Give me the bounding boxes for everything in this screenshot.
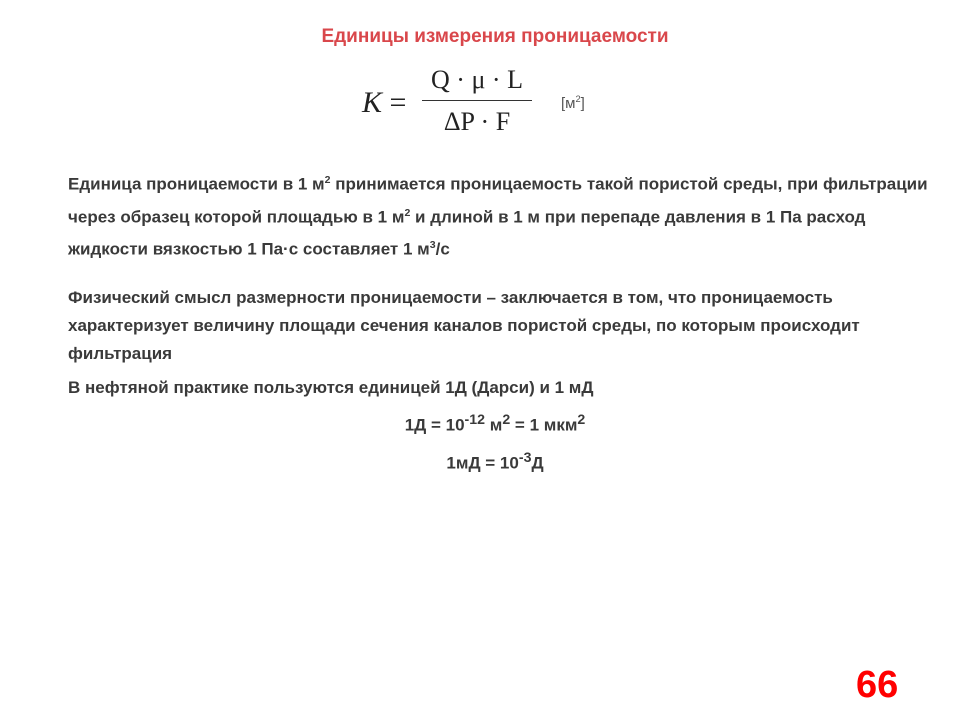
eq1-part-c: = 1 мкм [510, 415, 578, 435]
formula-unit [561, 94, 585, 112]
eq1-part-b: м [485, 415, 503, 435]
paragraph-physical-meaning: Физический смысл размерности проницаемости – заключается в том, что проницаемость характеризует величину площади сечения каналов пористой среды, по которым происходит фильтрация [68, 288, 860, 363]
p1-part-c: и длиной в 1 м при перепаде давления в 1 Па расход жидкости вязкостью 1 Па·с составляет 1 м [68, 207, 866, 259]
formula-k-symbol: K [362, 86, 383, 119]
p1-part-d: /с [435, 239, 450, 259]
p1-sup-c: 3 [429, 239, 436, 252]
eq2-part-b: Д [531, 453, 544, 473]
formula-denominator: ΔP · F [443, 107, 511, 136]
p1-sup-b: 2 [404, 206, 411, 219]
eq2-sup-a: -3 [518, 450, 532, 466]
page-number: 66 [856, 664, 899, 706]
eq1-sup-b: 2 [502, 412, 511, 428]
slide-title: Единицы измерения проницаемости [321, 26, 669, 47]
eq1-part-a: 1Д = 10 [404, 415, 465, 435]
formula-equals: = [389, 86, 407, 119]
equation-millidarcy [0, 450, 960, 474]
permeability-formula [362, 62, 662, 144]
eq1-sup-c: 2 [577, 412, 586, 428]
eq1-sup-a: -12 [464, 412, 486, 428]
formula-unit-base: [м [561, 95, 576, 112]
eq2-part-a: 1мД = 10 [446, 453, 519, 473]
equation-darcy [0, 412, 960, 436]
p1-sup-a: 2 [324, 174, 331, 186]
formula-numerator: Q · μ · L [431, 65, 523, 94]
p1-part-b: принимается проницаемость такой пористой среды, при фильтрации через образец которой площадью в 1 м [68, 174, 928, 227]
formula-lhs [362, 86, 406, 120]
formula-unit-close: ] [580, 95, 585, 112]
paragraph-oil-practice: В нефтяной практике пользуются единицей 1Д (Дарси) и 1 мД [68, 378, 594, 397]
p1-part-a: Единица проницаемости в 1 м [68, 174, 325, 194]
paragraph-definition [68, 166, 928, 264]
formula-fraction [422, 62, 532, 140]
fraction-bar [422, 100, 532, 101]
formula-unit-exp: 2 [575, 94, 581, 104]
